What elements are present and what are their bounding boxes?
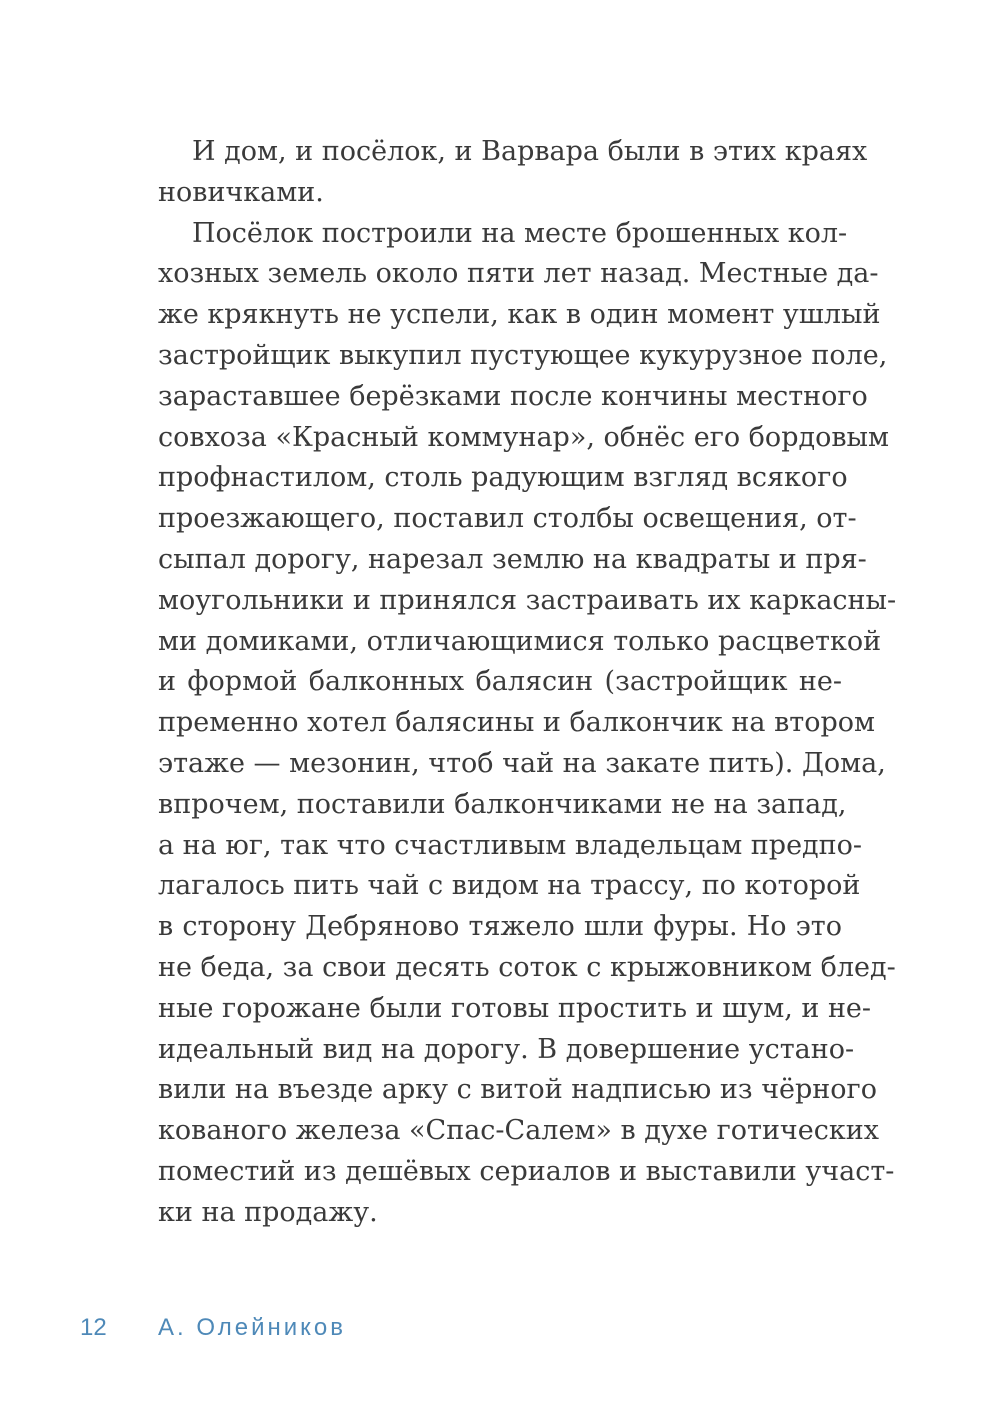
- text-line: и формой балконных балясин (застройщик не-: [158, 666, 842, 698]
- text-line: ми домиками, отличающимися только расцветкой: [158, 625, 882, 657]
- text-line: кованого железа «Спас-Салем» в духе готических: [158, 1115, 879, 1147]
- text-line: ные горожане были готовы простить и шум, и не-: [158, 992, 872, 1024]
- text-line: хозных земель около пяти лет назад. Местные да-: [158, 258, 879, 290]
- text-line: сыпал дорогу, нарезал землю на квадраты и пря-: [158, 543, 867, 575]
- text-line: зараставшее берёзками после кончины местного: [158, 380, 868, 412]
- text-line: не беда, за свои десять соток с крыжовником блед-: [158, 951, 896, 983]
- text-line: а на юг, так что счастливым владельцам предпо-: [158, 829, 863, 861]
- text-line: пременно хотел балясины и балкончик на втором: [158, 707, 876, 739]
- text-line: И дом, и посёлок, и Варвара были в этих краях: [192, 136, 868, 167]
- text-line: проезжающего, поставил столбы освещения, от-: [158, 503, 857, 535]
- running-author: А. Олейников: [158, 1314, 347, 1341]
- text-line: вили на въезде арку с витой надписью из чёрного: [158, 1074, 877, 1106]
- text-line: совхоза «Красный коммунар», обнёс его бордовым: [158, 421, 890, 453]
- page-footer: [0, 1308, 1000, 1348]
- text-line: моугольники и принялся застраивать их каркасны-: [158, 584, 897, 616]
- text-line: новичками.: [158, 176, 324, 208]
- text-line: ки на продажу.: [158, 1196, 378, 1228]
- page-number: 12: [80, 1314, 107, 1341]
- text-line: лагалось пить чай с видом на трассу, по которой: [158, 870, 861, 902]
- body-text: [158, 132, 897, 1234]
- text-line: впрочем, поставили балкончиками не на запад,: [158, 788, 847, 820]
- text-line: же крякнуть не успели, как в один момент ушлый: [158, 299, 881, 331]
- text-line: профнастилом, столь радующим взгляд всякого: [158, 462, 848, 494]
- text-line: поместий из дешёвых сериалов и выставили участ-: [158, 1155, 895, 1187]
- text-line: застройщик выкупил пустующее кукурузное поле,: [158, 339, 888, 371]
- text-line: Посёлок построили на месте брошенных кол-: [192, 217, 848, 249]
- text-line: в сторону Дебряново тяжело шли фуры. Но это: [158, 911, 842, 943]
- text-line: идеальный вид на дорогу. В довершение устано-: [158, 1033, 855, 1065]
- text-line: этаже — мезонин, чтоб чай на закате пить). Дома,: [158, 747, 886, 779]
